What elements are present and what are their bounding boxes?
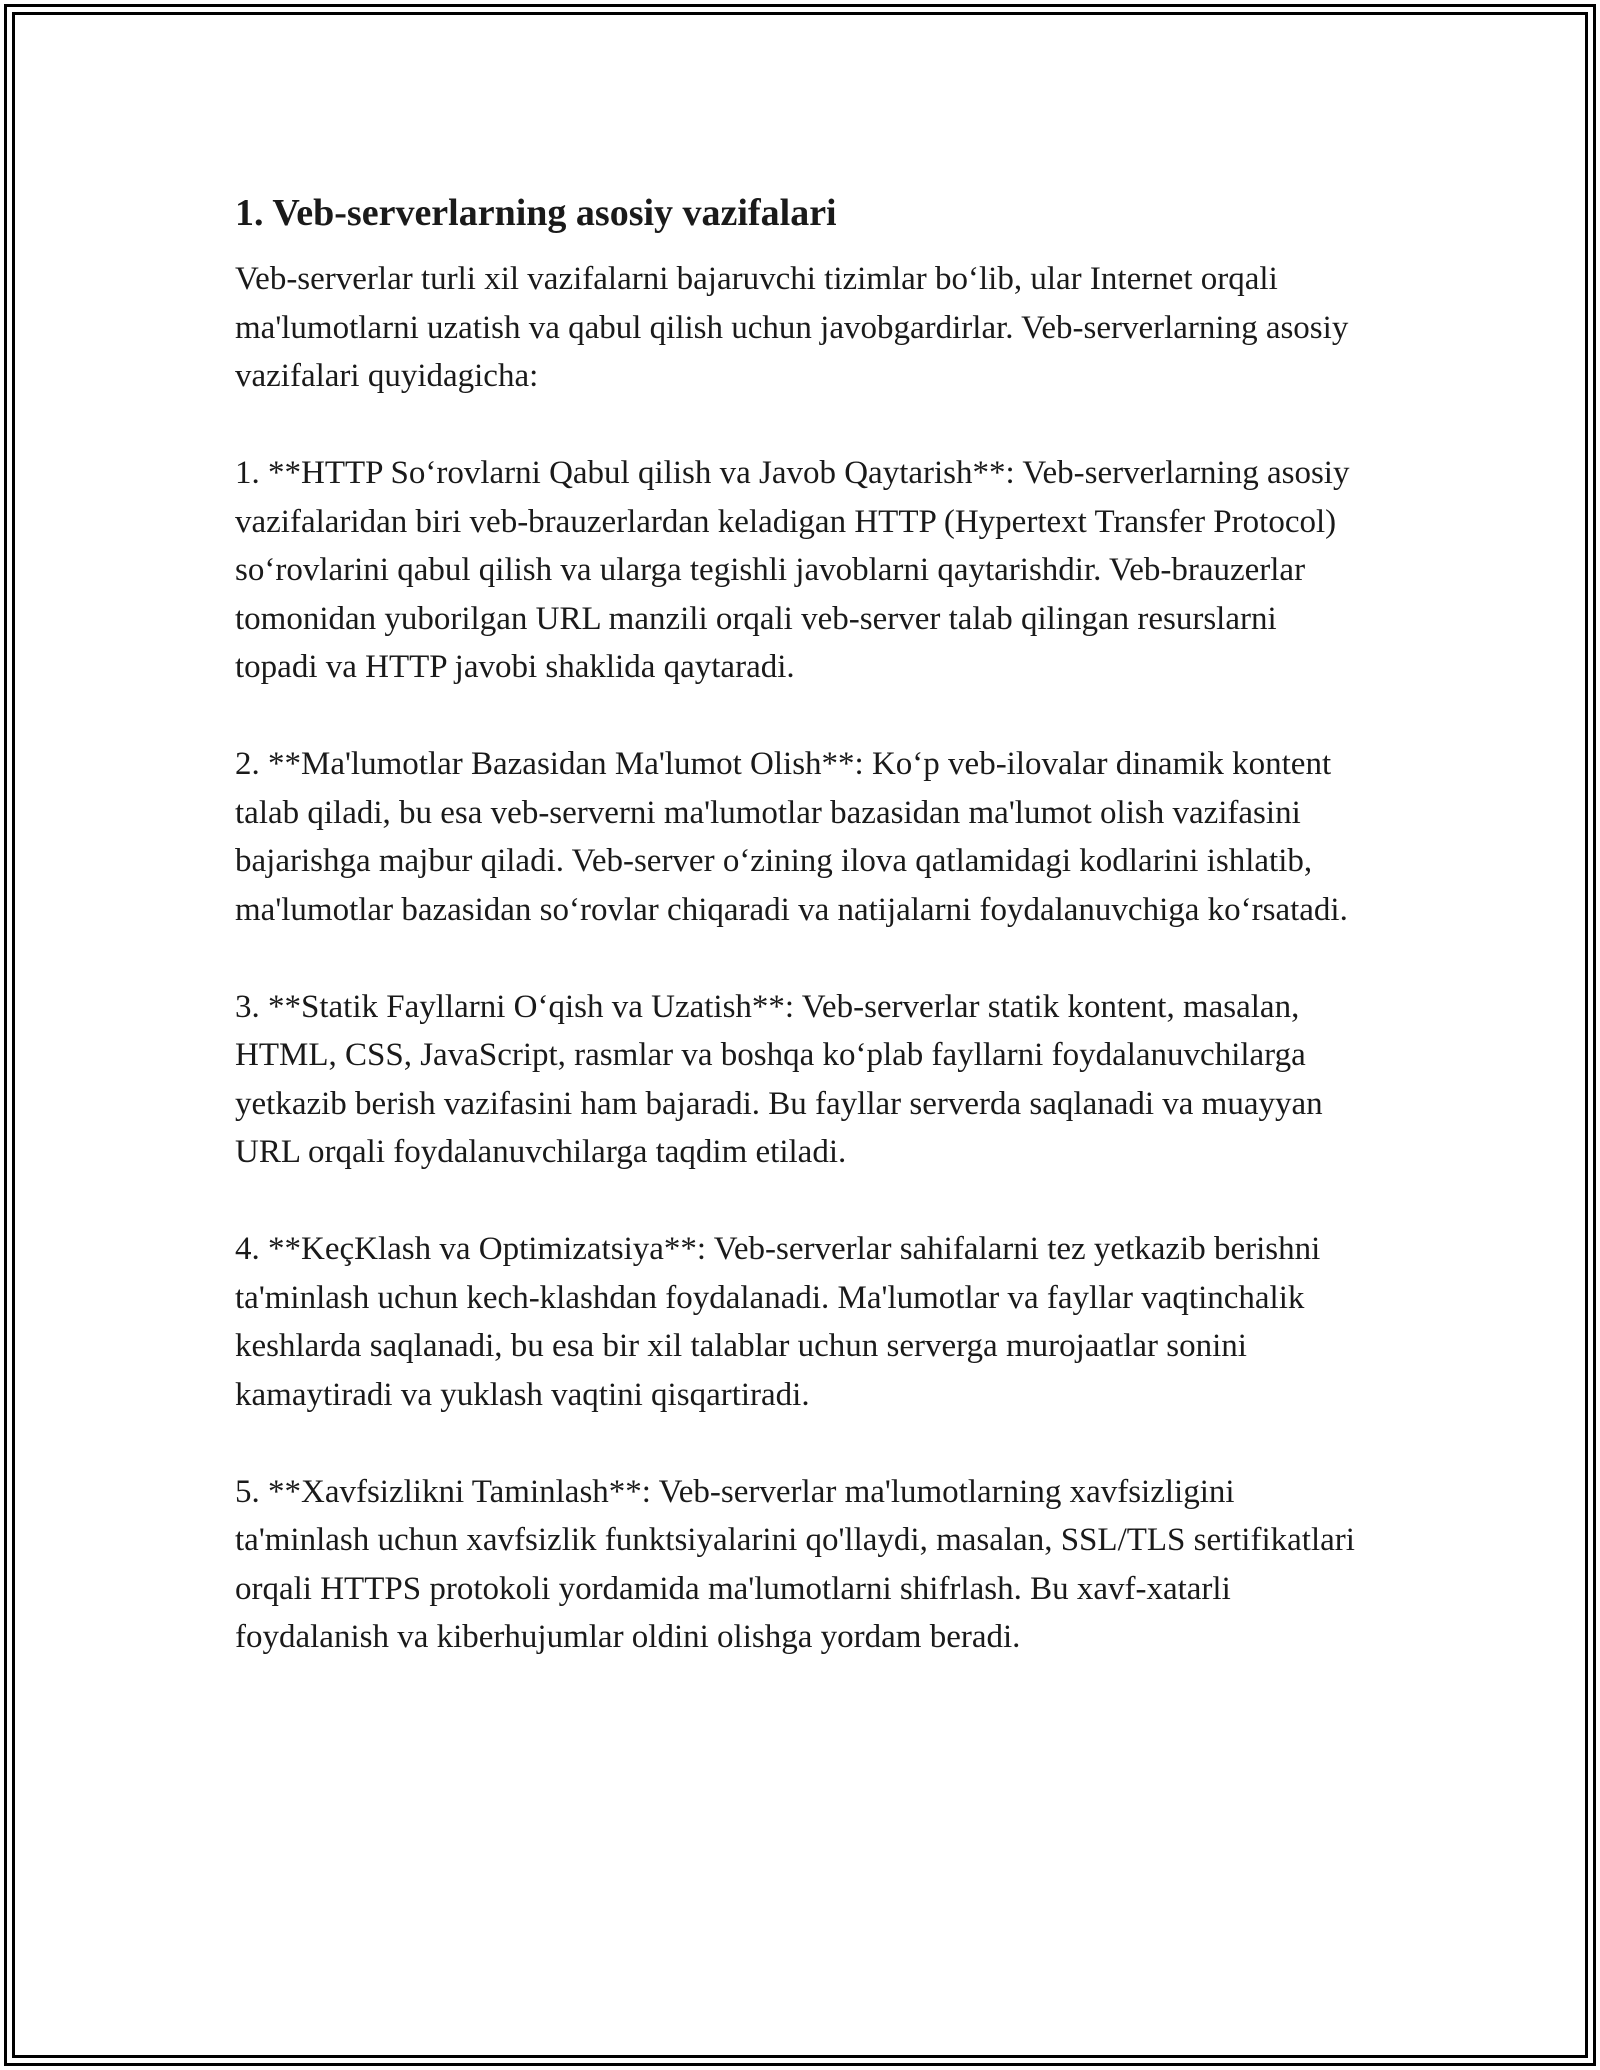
list-item-http-requests: 1. **HTTP So‘rovlarni Qabul qilish va Javob Qaytarish**: Veb-serverlarning asosiy vazifalaridan biri veb-brauzerlardan keladigan HTTP (Hypertext Transfer Protocol) so‘rovlarini qabul qilish va ularga tegishli javoblarni qaytarishdir. Veb-brauzerlar tomonidan yuborilgan URL manzili orqali veb-server talab qilingan resurslarni topadi va HTTP javobi shaklida qaytaradi. xyxy=(235,455,1350,685)
intro-paragraph: Veb-serverlar turli xil vazifalarni bajaruvchi tizimlar bo‘lib, ular Internet orqali ma'lumotlarni uzatish va qabul qilish uchun javobgardirlar. Veb-serverlarning asosiy vazifalari quyidagicha: xyxy=(235,261,1349,394)
list-item-static-files: 3. **Statik Fayllarni O‘qish va Uzatish**: Veb-serverlar statik kontent, masalan, HTML, CSS, JavaScript, rasmlar va boshqa ko‘plab fayllarni foydalanuvchilarga yetkazib berish vazifasini ham bajaradi. Bu fayllar serverda saqlanadi va muayyan URL orqali foydalanuvchilarga taqdim etiladi. xyxy=(235,988,1323,1170)
section-heading: 1. Veb-serverlarning asosiy vazifalari xyxy=(235,192,837,234)
list-item-database-access: 2. **Ma'lumotlar Bazasidan Ma'lumot Olish**: Ko‘p veb-ilovalar dinamik kontent talab qiladi, bu esa veb-serverni ma'lumotlar bazasidan ma'lumot olish vazifasini bajarishga majbur qiladi. Veb-server o‘zining ilova qatlamidagi kodlarini ishlatib, ma'lumotlar bazasidan so‘rovlar chiqaradi va natijalarni foydalanuvchiga ko‘rsatadi. xyxy=(235,746,1348,928)
document-body xyxy=(235,185,1365,1710)
list-item-security: 5. **Xavfsizlikni Taminlash**: Veb-serverlar ma'lumotlarning xavfsizligini ta'minlash uchun xavfsizlik funktsiyalarini qo'llaydi, masalan, SSL/TLS sertifikatlari orqali HTTPS protokoli yordamida ma'lumotlarni shifrlash. Bu xavf-xatarli foydalanish va kiberhujumlar oldini olishga yordam beradi. xyxy=(235,1473,1355,1655)
list-item-caching: 4. **KeçKlash va Optimizatsiya**: Veb-serverlar sahifalarni tez yetkazib berishni ta'minlash uchun kech-klashdan foydalanadi. Ma'lumotlar va fayllar vaqtinchalik keshlarda saqlanadi, bu esa bir xil talablar uchun serverga murojaatlar sonini kamaytiradi va yuklash vaqtini qisqartiradi. xyxy=(235,1231,1321,1413)
